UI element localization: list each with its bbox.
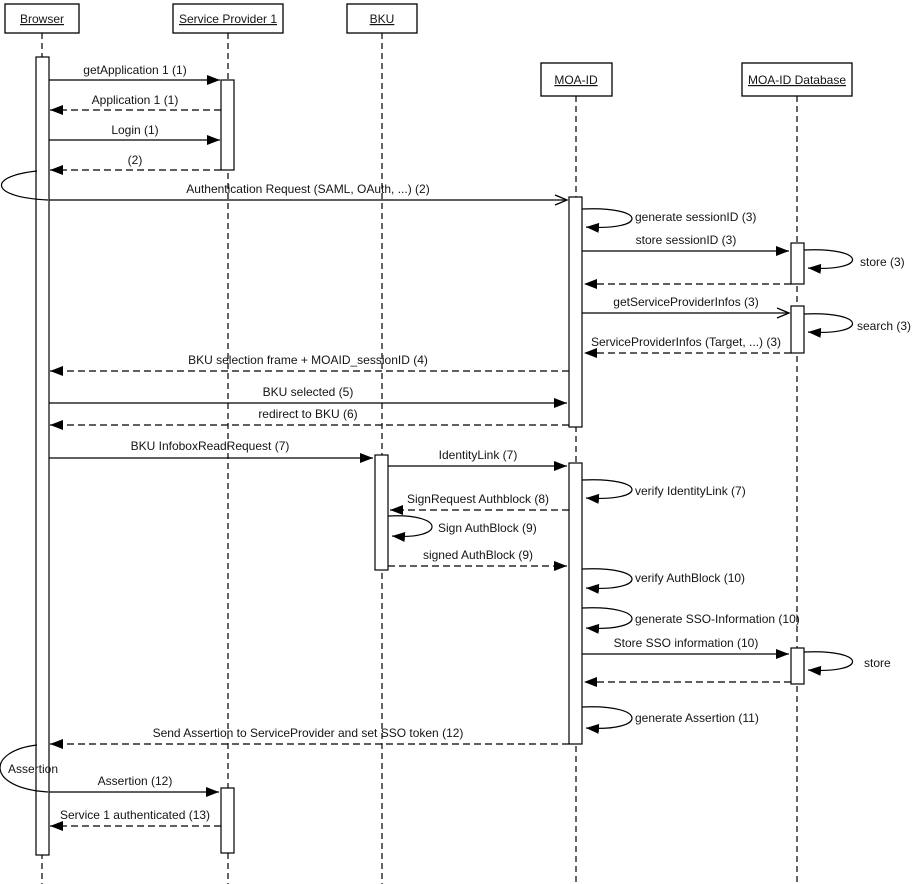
message-label-bku-selected: BKU selected (5) <box>262 385 354 399</box>
message-label-bku-infobox-read-request: BKU InfoboxReadRequest (7) <box>130 439 290 453</box>
message-label-sign-authblock: Sign AuthBlock (9) <box>438 521 537 535</box>
actor-label-moa-id: MOA-ID <box>554 73 598 87</box>
message-label-login: Login (1) <box>111 123 159 137</box>
message-label-verify-authblock: verify AuthBlock (10) <box>635 571 746 585</box>
activation-service-provider-1-b <box>221 788 234 853</box>
message-label-store: store <box>864 656 891 670</box>
actor-label-service-provider-1: Service Provider 1 <box>178 12 278 26</box>
self-loop-generate-assertion <box>582 707 632 729</box>
message-label-identity-link: IdentityLink (7) <box>438 448 518 462</box>
message-label-store-session-id: store sessionID (3) <box>635 233 737 247</box>
activation-service-provider-1-a <box>221 80 234 170</box>
self-loop-generate-sso-information <box>582 608 632 629</box>
message-label-sign-request-authblock: SignRequest Authblock (8) <box>406 492 550 506</box>
message-label-store-sso-information: Store SSO information (10) <box>613 636 759 650</box>
activation-db-c <box>791 648 804 684</box>
self-loop-store <box>804 652 853 671</box>
message-label-generate-sso-information: generate SSO-Information (10) <box>635 612 800 626</box>
message-label-generate-session-id: generate sessionID (3) <box>635 210 757 224</box>
message-label-auth-request: Authentication Request (SAML, OAuth, ...) (2) <box>186 182 430 196</box>
message-label-search-3: search (3) <box>857 319 912 333</box>
message-label-verify-identity-link: verify IdentityLink (7) <box>635 484 746 498</box>
self-loop-search-3 <box>804 314 853 333</box>
actor-label-moa-id-database: MOA-ID Database <box>747 73 847 87</box>
self-loop-generate-session-id <box>582 209 632 228</box>
activation-bku <box>375 455 388 570</box>
actor-label-bku: BKU <box>369 12 395 26</box>
self-loop-verify-authblock <box>582 569 632 589</box>
message-label-get-application: getApplication 1 (1) <box>83 63 187 77</box>
activation-moa-id-b <box>569 463 582 744</box>
message-label-service-authenticated: Service 1 authenticated (13) <box>59 808 211 822</box>
message-label-store-3: store (3) <box>860 255 905 269</box>
message-label-login-response: (2) <box>127 153 143 167</box>
actor-heads <box>5 4 852 96</box>
activation-db-b <box>791 306 804 353</box>
message-label-redirect-to-bku: redirect to BKU (6) <box>258 407 358 421</box>
message-label-service-provider-infos: ServiceProviderInfos (Target, ...) (3) <box>590 335 782 349</box>
message-label-assertion: Assertion (12) <box>97 774 173 788</box>
message-label-send-assertion: Send Assertion to ServiceProvider and set SSO token (12) <box>152 726 464 740</box>
message-label-assertion-loop: Assertion <box>8 762 59 776</box>
message-label-signed-authblock: signed AuthBlock (9) <box>422 548 534 562</box>
activation-browser <box>36 57 49 855</box>
message-label-bku-selection-frame: BKU selection frame + MOAID_sessionID (4) <box>188 353 428 367</box>
self-loop-sign-authblock <box>388 516 432 537</box>
messages <box>0 63 911 826</box>
actor-label-browser: Browser <box>19 12 65 26</box>
self-loop-store-3 <box>804 250 853 269</box>
activation-db-a <box>791 243 804 284</box>
self-loop-verify-identity-link <box>582 480 632 499</box>
message-label-application: Application 1 (1) <box>91 93 179 107</box>
message-label-generate-assertion: generate Assertion (11) <box>635 711 759 725</box>
activation-moa-id-a <box>569 197 582 427</box>
message-label-get-service-provider-infos: getServiceProviderInfos (3) <box>613 295 759 309</box>
